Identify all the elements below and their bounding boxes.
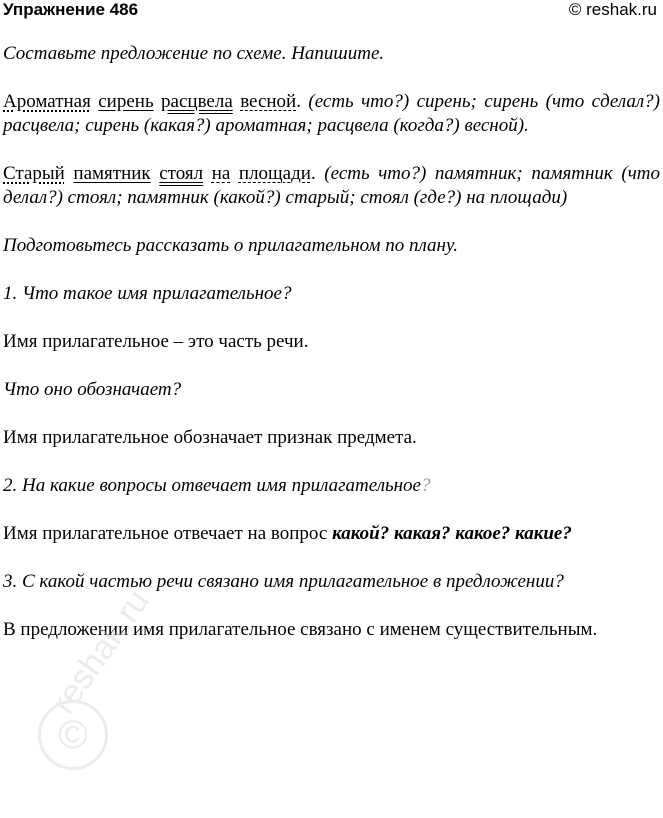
- header: [3, 0, 660, 26]
- sentence-1-word-predicate: расцвела: [161, 91, 233, 112]
- question-1: 1. Что такое имя прилагательное?: [3, 283, 292, 304]
- question-3: 3. С какой частью речи связано имя прилагательное в предложении?: [3, 571, 564, 592]
- sentence-2-word-predicate: стоял: [159, 163, 204, 184]
- sentence-2-period: .: [310, 163, 316, 184]
- answer-3: В предложении имя прилагательное связано с именем существительным.: [3, 619, 598, 640]
- prepare-instruction: Подготовьтесь рассказать о прилагательном по плану.: [3, 235, 458, 256]
- question-2-text: 2. На какие вопросы отвечает имя прилагательное: [3, 475, 421, 496]
- task-instruction: Составьте предложение по схеме. Напишите.: [3, 43, 385, 64]
- sentence-2-word-adverbial: площади: [238, 163, 311, 184]
- sentence-2-word-preposition: на: [211, 163, 231, 184]
- sentence-1-analysis: (есть что?) сирень; сирень (что сделал?) расцвела; сирень (какая?) ароматная; расцвела (когда?) весной).: [3, 91, 661, 136]
- sentence-2-analysis: (есть что?) памятник; памятник (что делал?) стоял; памятник (какой?) старый; стоял (где?) на площади): [3, 163, 661, 208]
- exercise-title: Упражнение 486: [3, 0, 139, 19]
- sentence-1-word-adjective: Ароматная: [3, 91, 91, 112]
- site-credit: © reshak.ru: [568, 0, 657, 19]
- question-2-mark: ?: [420, 475, 431, 496]
- sentence-2-paragraph: [3, 162, 660, 210]
- sentence-1-word-adverbial: весной: [240, 91, 297, 112]
- answer-1: Имя прилагательное – это часть речи.: [3, 331, 309, 352]
- answer-1b: Имя прилагательное обозначает признак предмета.: [3, 427, 417, 448]
- sentence-1-period: .: [296, 91, 301, 112]
- sentence-2-word-subject: памятник: [73, 163, 151, 184]
- sentence-1-word-subject: сирень: [98, 91, 154, 112]
- exercise-content: [3, 42, 660, 666]
- sentence-2-word-adjective: Старый: [3, 163, 65, 184]
- question-2: [3, 474, 660, 498]
- watermark-text: reshak.ru: [44, 582, 157, 721]
- answer-2: [3, 522, 660, 546]
- copyright-icon: ©: [38, 700, 108, 770]
- question-1b: Что оно обозначает?: [3, 379, 182, 400]
- sentence-1-paragraph: [3, 90, 660, 138]
- answer-2-questions: какой? какая? какое? какие?: [332, 523, 572, 544]
- answer-2-text: Имя прилагательное отвечает на вопрос: [3, 523, 333, 544]
